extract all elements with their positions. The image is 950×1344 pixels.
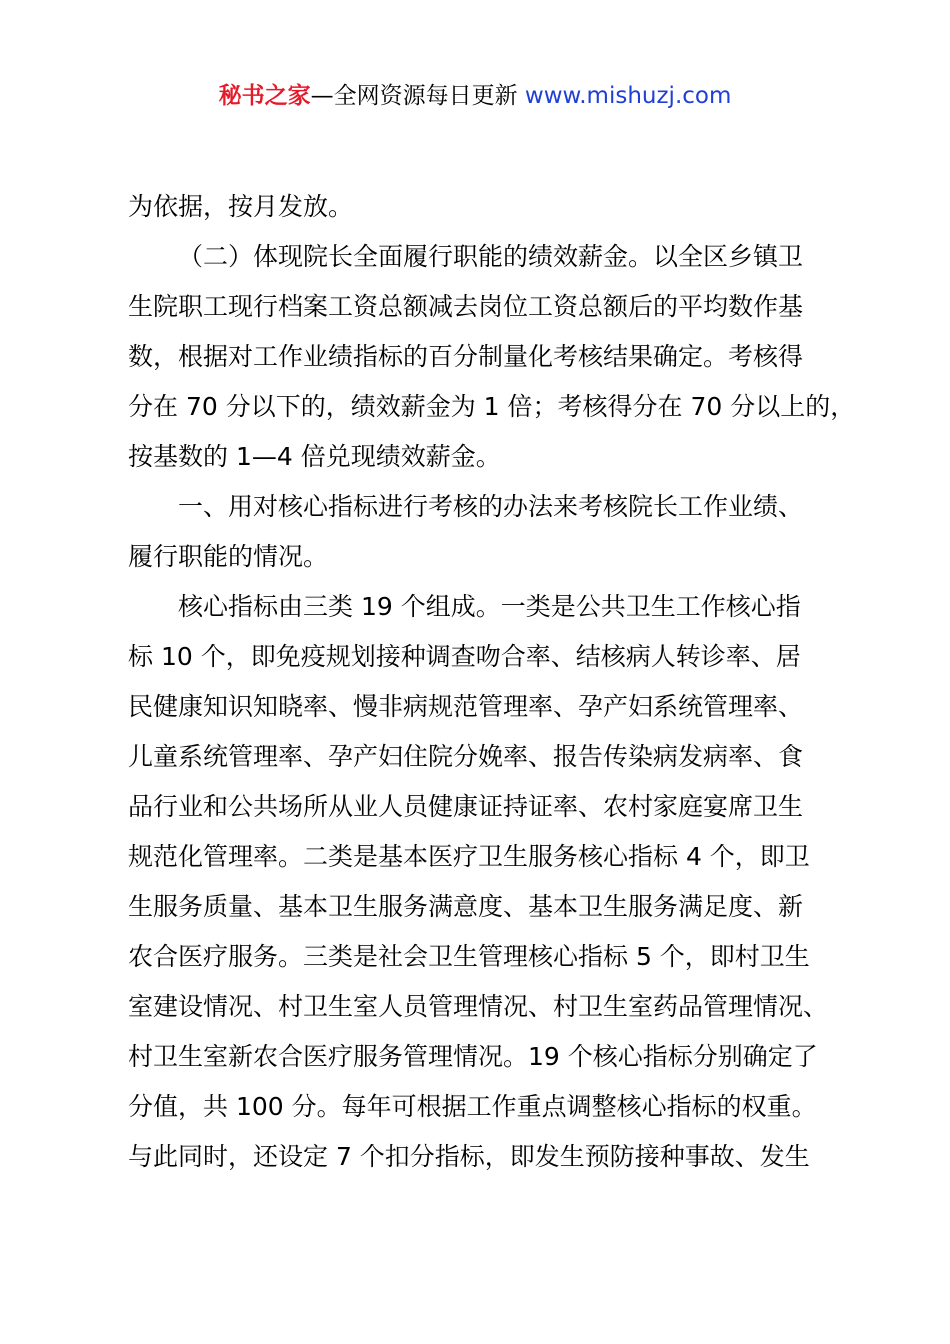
document-body bbox=[128, 182, 858, 1182]
text-line: 一、用对核心指标进行考核的办法来考核院长工作业绩、 bbox=[178, 492, 804, 521]
site-url[interactable]: www.mishuzj.com bbox=[524, 83, 732, 109]
text-line: 分值，共 100 分。每年可根据工作重点调整核心指标的权重。 bbox=[128, 1092, 817, 1121]
header-tagline: —全网资源每日更新 bbox=[310, 83, 525, 109]
text-line: 分在 70 分以下的，绩效薪金为 1 倍；考核得分在 70 分以上的， bbox=[128, 392, 856, 421]
text-line: 室建设情况、村卫生室人员管理情况、村卫生室药品管理情况、 bbox=[128, 992, 829, 1021]
text-line: 生服务质量、基本卫生服务满意度、基本卫生服务满足度、新 bbox=[128, 892, 804, 921]
text-line: 标 10 个，即免疫规划接种调查吻合率、结核病人转诊率、居 bbox=[128, 642, 801, 671]
text-line: 村卫生室新农合医疗服务管理情况。19 个核心指标分别确定了 bbox=[128, 1042, 818, 1071]
text-line: 农合医疗服务。三类是社会卫生管理核心指标 5 个，即村卫生 bbox=[128, 942, 810, 971]
text-line: 生院职工现行档案工资总额减去岗位工资总额后的平均数作基 bbox=[128, 292, 804, 321]
text-line: 为依据，按月发放。 bbox=[128, 192, 354, 221]
text-line: 民健康知识知晓率、慢非病规范管理率、孕产妇系统管理率、 bbox=[128, 692, 804, 721]
text-line: 履行职能的情况。 bbox=[128, 542, 329, 571]
text-line: 核心指标由三类 19 个组成。一类是公共卫生工作核心指 bbox=[178, 592, 801, 621]
text-line: 与此同时，还设定 7 个扣分指标，即发生预防接种事故、发生 bbox=[128, 1142, 810, 1171]
text-line: 品行业和公共场所从业人员健康证持证率、农村家庭宴席卫生 bbox=[128, 792, 804, 821]
brand-name: 秘书之家 bbox=[218, 83, 311, 109]
text-line: 数，根据对工作业绩指标的百分制量化考核结果确定。考核得 bbox=[128, 342, 804, 371]
text-line: （二）体现院长全面履行职能的绩效薪金。以全区乡镇卫 bbox=[178, 242, 804, 271]
text-line: 儿童系统管理率、孕产妇住院分娩率、报告传染病发病率、食 bbox=[128, 742, 804, 771]
text-line: 按基数的 1—4 倍兑现绩效薪金。 bbox=[128, 442, 501, 471]
page-header bbox=[0, 80, 950, 112]
text-line: 规范化管理率。二类是基本医疗卫生服务核心指标 4 个，即卫 bbox=[128, 842, 810, 871]
